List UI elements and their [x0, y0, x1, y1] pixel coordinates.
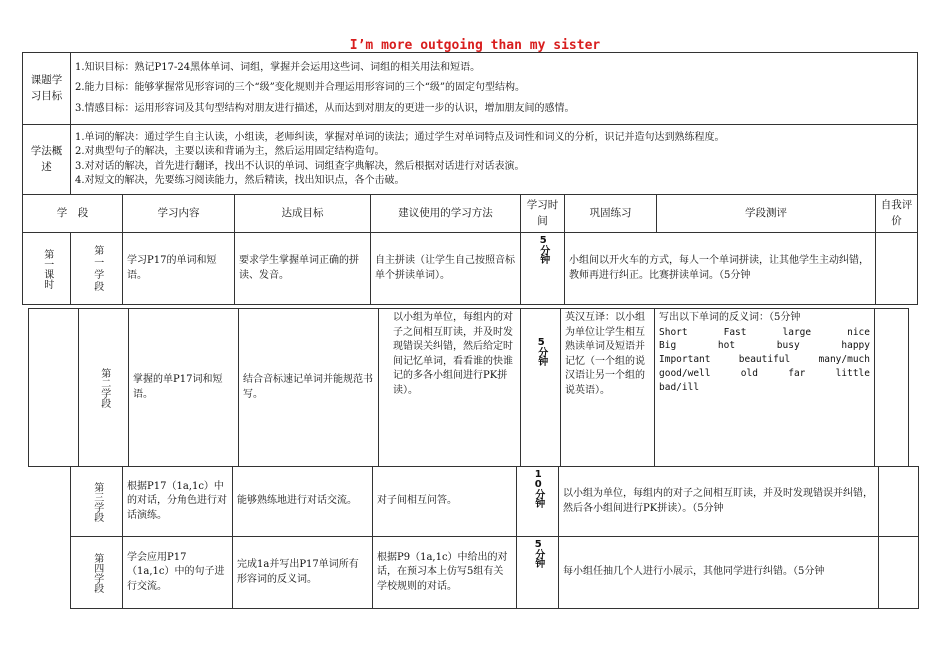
- stage-2-method: 以小组为单位，每组内的对子之间相互盯读，并及时发现错误关纠错，然后给定时间记忆单词，看看谁的快谁记的多各小组间进行PK拼读）。: [379, 309, 521, 467]
- plan-table-top: [22, 52, 918, 305]
- stage-3-eval[interactable]: [879, 467, 919, 537]
- stage-3-content: 根据P17（1a,1c）中的对话，分角色进行对话演练。: [123, 467, 233, 537]
- stage-4-eval[interactable]: [879, 537, 919, 609]
- stage-1-content: 学习P17的单词和短语。: [123, 233, 235, 305]
- header-time: 学习时间: [521, 195, 565, 233]
- stage-3-time: 10分钟: [517, 467, 559, 537]
- antonym-row: bad/ill: [659, 381, 700, 393]
- stage-4-content: 学会应用P17（1a,1c）中的句子进行交流。: [123, 537, 233, 609]
- stage-3-method: 对子间相互问答。: [373, 467, 517, 537]
- stage-1-practice-test: 小组间以开火车的方式，每人一个单词拼读，让其他学生主动纠错， 教师再进行纠正。比赛拼读单词。（5分钟: [565, 233, 876, 305]
- header-method: 建议使用的学习方法: [371, 195, 521, 233]
- header-target: 达成目标: [235, 195, 371, 233]
- header-content: 学习内容: [123, 195, 235, 233]
- antonym-row: Important beautiful many/much: [659, 354, 870, 366]
- stage-1-method: 自主拼读（让学生自己按照音标单个拼读单词）。: [371, 233, 521, 305]
- stage-3-name: 第三学段: [71, 467, 123, 537]
- antonym-row: Short Fast large nice: [659, 326, 870, 338]
- stage-2-content: 掌握的单P17词和短语。: [129, 309, 239, 467]
- header-stage: 学 段: [23, 195, 123, 233]
- goal-emotion: 3.情感目标：运用形容词及其句型结构对朋友进行描述，从而达到对朋友的更进一步的认识，增加朋友间的感情。: [75, 102, 575, 114]
- lesson-label: 第一课时: [23, 233, 71, 305]
- stage-2-test: [655, 309, 875, 467]
- stage-3-practice-test: 以小组为单位，每组内的对子之间相互盯读，并及时发现错误并纠错，然后各小组间进行PK拼读）。（5分钟: [559, 467, 879, 537]
- stage-4-method: 根据P9（1a,1c）中给出的对话，在预习本上仿写5组有关学校规则的对话。: [373, 537, 517, 609]
- stage-2-practice: 英汉互译：以小组为单位让学生相互熟读单词及短语并记忆（一个组的说汉语让另一个组的说英语）。: [561, 309, 655, 467]
- stage-4-target: 完成1a并写出P17单词所有形容词的反义词。: [233, 537, 373, 609]
- stage-1-eval[interactable]: [876, 233, 918, 305]
- goal-knowledge: 1.知识目标：熟记P17-24黑体单词、词组，掌握并会运用这些词、词组的相关用法和短语。: [75, 61, 481, 73]
- stage-4-time: 5分钟: [517, 537, 559, 609]
- stage-1-name: 第一学段: [71, 233, 123, 305]
- antonym-row: Big hot busy happy: [659, 340, 870, 352]
- header-practice: 巩固练习: [565, 195, 657, 233]
- plan-table-bottom: [70, 466, 919, 609]
- methods-label: 学法概述: [23, 125, 71, 195]
- stage-2-name: 第二学段: [79, 309, 129, 467]
- method-passage: 4.对短文的解决，先要练习阅读能力，然后精读，找出知识点，各个击破。: [75, 175, 405, 186]
- stage-4-name: 第四学段: [71, 537, 123, 609]
- stage-2-eval[interactable]: [875, 309, 909, 467]
- method-dialogue: 3.对对话的解决，首先进行翻译，找出不认识的单词、词组查字典解决，然后根据对话进行对话表演。: [75, 160, 525, 172]
- stage-1-time: 5分钟: [521, 233, 565, 305]
- header-test: 学段测评: [657, 195, 876, 233]
- stage-4-practice-test: 每小组任抽几个人进行小展示，其他同学进行纠错。（5分钟: [559, 537, 879, 609]
- plan-table-stage-2: [28, 308, 909, 467]
- stage-2-lesson-blank: [29, 309, 79, 467]
- goal-ability: 2.能力目标：能够掌握常见形容词的三个“级”变化规则并合理运用形容词的三个“级”的固定句型结构。: [75, 82, 525, 94]
- stage-3-target: 能够熟练地进行对话交流。: [233, 467, 373, 537]
- page-title: I’m more outgoing than my sister: [349, 38, 601, 53]
- method-words: 1.单词的解决：通过学生自主认读，小组读，老师纠读，掌握对单词的读法；通过学生对单词特点及词性和词义的分析，识记并造句达到熟练程度。: [75, 131, 725, 143]
- method-sentences: 2.对典型句子的解决，主要以读和背诵为主，然后运用固定结构造句。: [75, 146, 385, 157]
- header-eval: 自我评价: [876, 195, 918, 233]
- goals-label: 课题学习目标: [23, 53, 71, 125]
- stage-2-test-title: 写出以下单词的反义词：（5分钟: [659, 312, 801, 323]
- stage-2-time: 5分钟: [521, 309, 561, 467]
- antonym-word-list: [659, 326, 870, 395]
- stage-1-target: 要求学生掌握单词正确的拼读、发音。: [235, 233, 371, 305]
- antonym-row: good/well old far little: [659, 367, 870, 379]
- stage-2-target: 结合音标速记单词并能规范书写。: [239, 309, 379, 467]
